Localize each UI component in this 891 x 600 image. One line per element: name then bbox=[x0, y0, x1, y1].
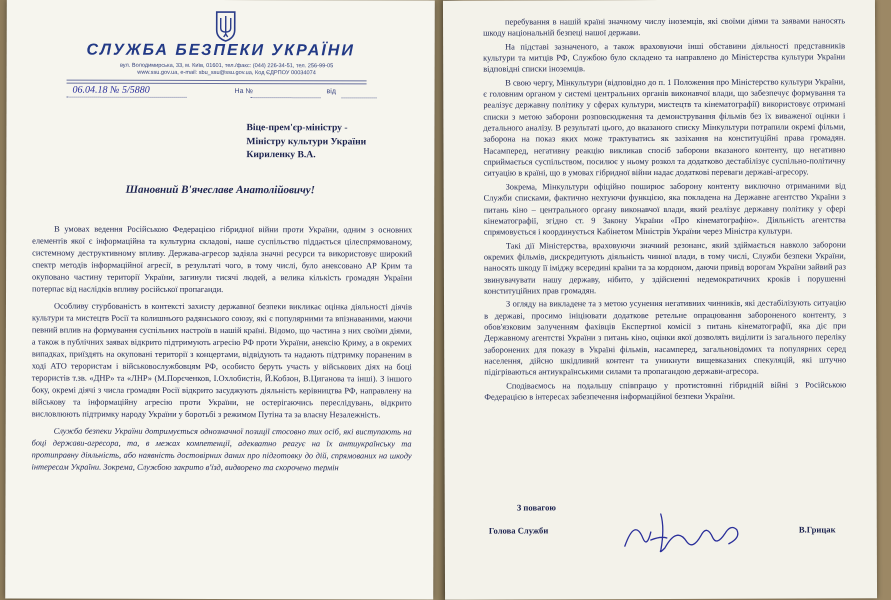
letterhead-rule bbox=[67, 80, 367, 82]
addressee-line: Віце-прем'єр-міністру - bbox=[246, 122, 348, 134]
paragraph: Такі дії Міністерства, враховуючи значний резонанс, який здіймається навколо заборони окремих фільмів, дискредитують діяльність чинної влади, в тому числі, Служби безпеки України, наносять шкоду її іміджу всередині країни та за кордоном, даючи привід ворогам України зайвий раз звинувачувати нашу державу, нібито, у здійсненні недемократичних кроків і порушенні конституційних прав громадян. bbox=[483, 239, 846, 296]
dotted-line bbox=[67, 97, 187, 98]
paragraph: В свою чергу, Мінкультури (відповідно до п. 1 Положення про Міністерство культури України, є головним органом у системі центральних органів виконавчої влади, що забезпечує формування та реалізує державну політику у сферах культури, мистецтв та кінематографії) використовує отримані списки з метою заборони розповсюдження та демонстрування фільмів без їх виваженої оцінки і детального аналізу. В результаті цього, до вказаного списку Мінкультури потрапили окремі фільми, заборона на показ яких може трактуватись як зазіхання на конституційні права громадян. Насамперед, негативну реакцію викликав спосіб заборони вказаного контенту, що негативно сприймається суспільством, посилює у ньому розкол та додатково дестабілізує суспільно-політичну ситуацію в країні, що в умовах гібридної війни надає додаткові переваги державі-агресору. bbox=[483, 77, 846, 179]
dotted-line bbox=[251, 97, 321, 98]
letter-page-1 bbox=[5, 0, 435, 600]
paragraph: перебування в нашій країні значному числу іноземців, які своїми діями та заявами наносять шкоду національній безпеці нашої держави. bbox=[483, 16, 846, 38]
addressee-line: Міністру культури України bbox=[246, 135, 367, 147]
paragraph: В умовах ведення Російською Федерацією гібридної війни проти України, одним з основних елементів якої є інформаційна та культурна складові, наше суспільство піддається цілеспрямованому, системному деструктивному впливу. Держава-агресор задіяла значні ресурси та використовує широкий спектр методів інформаційної агресії, в результаті чого, в тому числі, було анексовано АР Крим та окуповано частину території України, загинули тисячі людей, а велика кількість громадян України потерпає від наслідків впливу російської пропаганди. bbox=[32, 224, 413, 295]
address-line: вул. Володимирська, 33, м. Київ, 01601, тел./факс: (044) 226-34-51, тел. 256-99-05 bbox=[119, 62, 334, 70]
agency-name: СЛУЖБА БЕЗПЕКИ УКРАЇНИ bbox=[86, 41, 355, 60]
paragraph: На підставі зазначеного, а також враховуючи інші обставини діяльності представників культури та митців РФ, Службою було складено та направлено до Міністерства культури України відповідні списки іноземців. bbox=[483, 41, 846, 74]
salutation: Шановний В'ячеславе Анатолійовичу! bbox=[125, 183, 315, 197]
signatory-position: Голова Служби bbox=[488, 525, 549, 536]
dotted-line bbox=[342, 97, 377, 98]
paragraph: Служба безпеки України дотримується однозначної позиції стосовно тих осіб, які виступають на боці держави-агресора, та, в межах компетенції, адекватно реагує на їх антиукраїнську та протиправну діяльність, або наявність достовірних даних про підготовку до дій, спрямованих на шкоду інтересам України. Зокрема, Службою закрито в'їзд, видворено та скорочено термін bbox=[31, 426, 412, 473]
trident-coat-of-arms-icon bbox=[215, 10, 237, 42]
contact-line: www.ssu.gov.ua, e-mail: sbu_ssu@ssu.gov.ua, Код ЄДРПОУ 00034074 bbox=[137, 69, 316, 77]
agency-contacts bbox=[77, 63, 377, 78]
paragraph: Сподіваємось на подальшу співпрацю у протистоянні гібридній війні з Російською Федерацією в інтересах забезпечення інформаційної безпеки України. bbox=[484, 380, 847, 402]
ref-date-label: від bbox=[326, 88, 336, 96]
addressee-line: Кириленку В.А. bbox=[246, 149, 316, 161]
ref-number-label: На № bbox=[234, 88, 253, 96]
registration-line bbox=[67, 84, 377, 103]
handwritten-signature-icon bbox=[621, 508, 751, 558]
paragraph: Особливу стурбованість в контексті захисту державної безпеки викликає оцінка діяльності діячів культури та мистецтв Росії та колишнього радянського союзу, які є популярними та впізнаваними, маючи певний вплив на формування суспільних настроїв в нашій країні. Відомо, що частина з них своїми діями, а також в публічних заявах відкрито підтримують агресію РФ проти України, анексію Криму, а в окремих випадках, приїздять на окуповані території з концертами, відвідують та надають підтримку пораненим в ході АТО терористам і військовослужбовцям РФ, особисто беруть участь у військових діях на боці терористів т.зв. «ДНР» та «ЛНР» (М.Порєченков, І.Охлобистін, Й.Кобзон, В.Циганова та інші). З іншого боку, окремі діячі з числа громадян Росії відкрито засуджують діяльність керівництва РФ, направлену на військову та інформаційну агресію проти України, не остерігаючись переслідувань, відкрито висловлюють підтримку народу України у боротьбі з режимом Путіна та за власну Незалежність. bbox=[31, 301, 412, 420]
letter-body-page-1 bbox=[32, 224, 413, 479]
regards: З повагою bbox=[516, 502, 556, 513]
letter-page-2 bbox=[443, 0, 877, 600]
addressee-block bbox=[246, 121, 426, 162]
registration-number: 06.04.18 № 5/5880 bbox=[72, 84, 150, 96]
paragraph: Зокрема, Мінкультури офіційно поширює заборону контенту виключно отриманими від Служби списками, фактично нехтуючи функцією, яка покладена на Державне агентство України з питань кіно – центрального органу виконавчої влади, який реалізує державну політику у сфері кінематографії, згідно ст. 9 Закону України «Про кінематографію». Діяльність агентства спрямовується і координується Кабінетом Міністрів України через Міністра культури. bbox=[483, 181, 846, 237]
paragraph: З огляду на викладене та з метою усунення негативних чинників, які дестабілізують ситуацію в державі, просимо ініціювати додаткове ретельне опрацювання забороненого контенту, з обов'язковим залученням фахівців Експертної комісії з питань кінематографії, яка діє при Державному агентстві України з питань кіно, оцінки якої дозволять виділити із загального переліку заборонених для показу в Україні фільмів, насамперед, загальновідомих та популярних серед населення, дійсно шкідливий контент та уникнути вищевказаних спекуляцій, які штучно підігріваються антиукраїнськими силами та пропагандою держави-агресора. bbox=[484, 298, 847, 377]
letter-body-page-2 bbox=[483, 15, 846, 405]
signatory-name: В.Грицак bbox=[798, 524, 836, 535]
